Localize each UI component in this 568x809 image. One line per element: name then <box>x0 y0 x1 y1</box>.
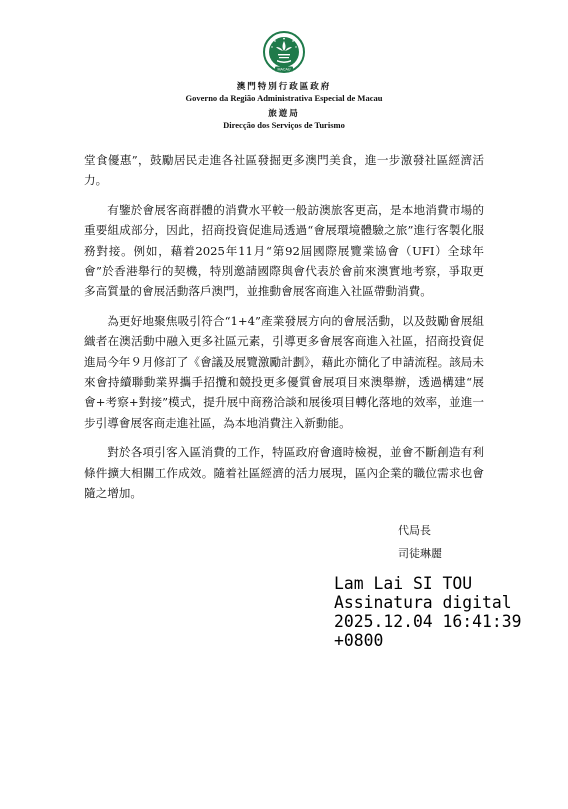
digital-signature-block <box>334 574 522 650</box>
header-government-zh: 澳門特別行政區政府 <box>236 81 332 91</box>
signatory-name: 司徒琳麗 <box>398 547 442 560</box>
signatory-title: 代局長 <box>398 524 431 537</box>
emblem-macau-label: MACAU <box>277 67 291 72</box>
digital-signature-timestamp: 2025.12.04 16:41:39 <box>334 612 522 631</box>
digital-signature-name: Lam Lai SI TOU <box>334 574 473 593</box>
paragraph-4: 對於各項引客入區消費的工作，特區政府會適時檢視，並會不斷創造有利條件擴大相關工作成效。隨着社區經濟的活力展現，區內企業的職位需求也會隨之增加。 <box>84 445 484 501</box>
digital-signature-timezone: +0800 <box>334 631 384 650</box>
digital-signature-label: Assinatura digital <box>334 593 512 612</box>
paragraph-2: 有鑒於會展客商群體的消費水平較一般訪澳旅客更高，是本地消費市場的重要組成部分，因此，招商投資促進局透過“會展環境體驗之旅”進行客製化服務對接。例如，藉着2025年11月“第92屆國際展覽業協會（UFI）全球年會”於香港舉行的契機，特別邀請國際與會代表於會前來澳實地考察，爭取更多高質量的會展活動落戶澳門，並推動會展客商進入社區帶動消費。 <box>84 202 484 299</box>
letter-body <box>84 150 484 513</box>
paragraph-1: 堂食優惠”，鼓勵居民走進各社區發掘更多澳門美食，進一步激發社區經濟活力。 <box>84 153 484 188</box>
header-department-zh: 旅遊局 <box>268 108 300 118</box>
paragraph-3: 為更好地聚焦吸引符合“1+4”產業發展方向的會展活動，以及鼓勵會展組織者在澳活動中融入更多社區元素，引導更多會展客商進入社區，招商投資促進局今年９月修訂了《會議及展覽激勵計劃》，藉此亦簡化了申請流程。該局未來會持續聯動業界攜手招攬和競投更多優質會展項目來澳舉辦，透過構建“展會+考察+對接”模式，提升展中商務洽談和展後項目轉化落地的效率，並進一步引導會展客商走進社區，為本地消費注入新動能。 <box>84 313 484 430</box>
header-government-pt: Governo da Região Administrativa Especial de Macau <box>185 93 383 103</box>
macau-emblem-icon <box>262 30 306 74</box>
header-department-pt: Direcção dos Serviços de Turismo <box>223 120 345 130</box>
